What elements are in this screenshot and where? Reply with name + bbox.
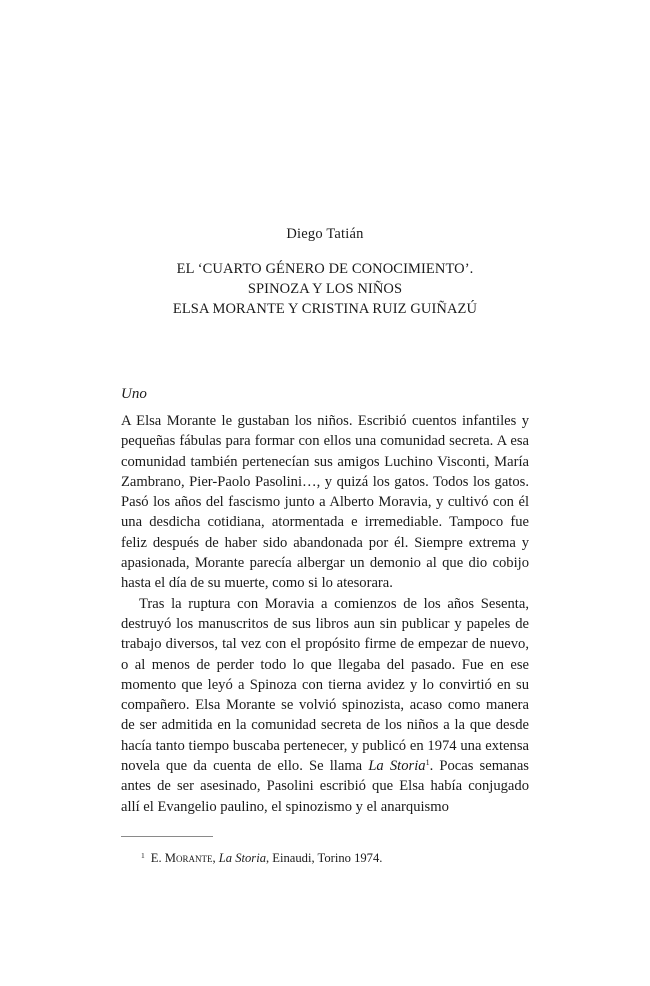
footnote-number: 1 <box>141 851 145 860</box>
paragraph-2-text-b: . Pocas semanas antes de ser asesinado, Pasolini escribió que Elsa había conjugado allí el Evangelio paulino, el spinozismo y el anarquismo <box>121 758 529 815</box>
footnote-separator <box>121 836 213 837</box>
chapter-title <box>120 259 530 319</box>
body-text <box>121 411 529 817</box>
footnote-author-surname: Morante <box>164 851 213 865</box>
title-line-1: EL ‘CUARTO GÉNERO DE CONOCIMIENTO’. <box>176 261 474 277</box>
section-heading: Uno <box>121 386 147 402</box>
author-name: Diego Tatián <box>286 226 364 242</box>
title-line-2: SPINOZA Y LOS NIÑOS <box>247 281 403 297</box>
title-line-3: ELSA MORANTE Y CRISTINA RUIZ GUIÑAZÚ <box>172 301 478 317</box>
footnote-reference[interactable]: 1 <box>425 758 430 768</box>
paragraph-2-text-a: Tras la ruptura con Moravia a comienzos de los años Sesenta, destruyó los manuscritos de sus libros aun sin publicar y papeles de trabajo diversos, tal vez con el propósito firme de empezar de nuevo, o al menos de perder todo lo que llegaba del pasado. Fue en ese momento que leyó a Spinoza con tierna avidez y lo convirtió en su compañero. Elsa Morante se volvió spinozista, acaso como manera de ser admitida en la comunidad secreta de los niños a la que desde hacía tanto tiempo buscaba pertenecer, y publicó en 1974 una extensa novela que da cuenta de ello. Se llama <box>121 595 529 775</box>
footnote-1 <box>141 851 382 866</box>
footnote-author-initial: E. <box>150 851 165 865</box>
footnote-publication: , Einaudi, Torino 1974. <box>266 851 383 865</box>
footnote-work-title: La Storia <box>218 851 266 865</box>
novel-title: La Storia <box>368 758 426 775</box>
footnote-separator-text: , <box>212 851 219 865</box>
paragraph-2 <box>121 594 529 817</box>
paragraph-1: A Elsa Morante le gustaban los niños. Escribió cuentos infantiles y pequeñas fábulas para formar con ellos una comunidad secreta. A esa comunidad también pertenecían sus amigos Luchino Visconti, María Zambrano, Pier-Paolo Pasolini…, y quizá los gatos. Todos los gatos. Pasó los años del fascismo junto a Alberto Moravia, y cultivó con él una desdicha cotidiana, atormentada e irremediable. Tampoco fue feliz después de haber sido abandonada por él. Siempre extrema y apasionada, Morante parecía albergar un demonio al que dio cobijo hasta el día de su muerte, como si lo atesorara. <box>121 413 529 592</box>
